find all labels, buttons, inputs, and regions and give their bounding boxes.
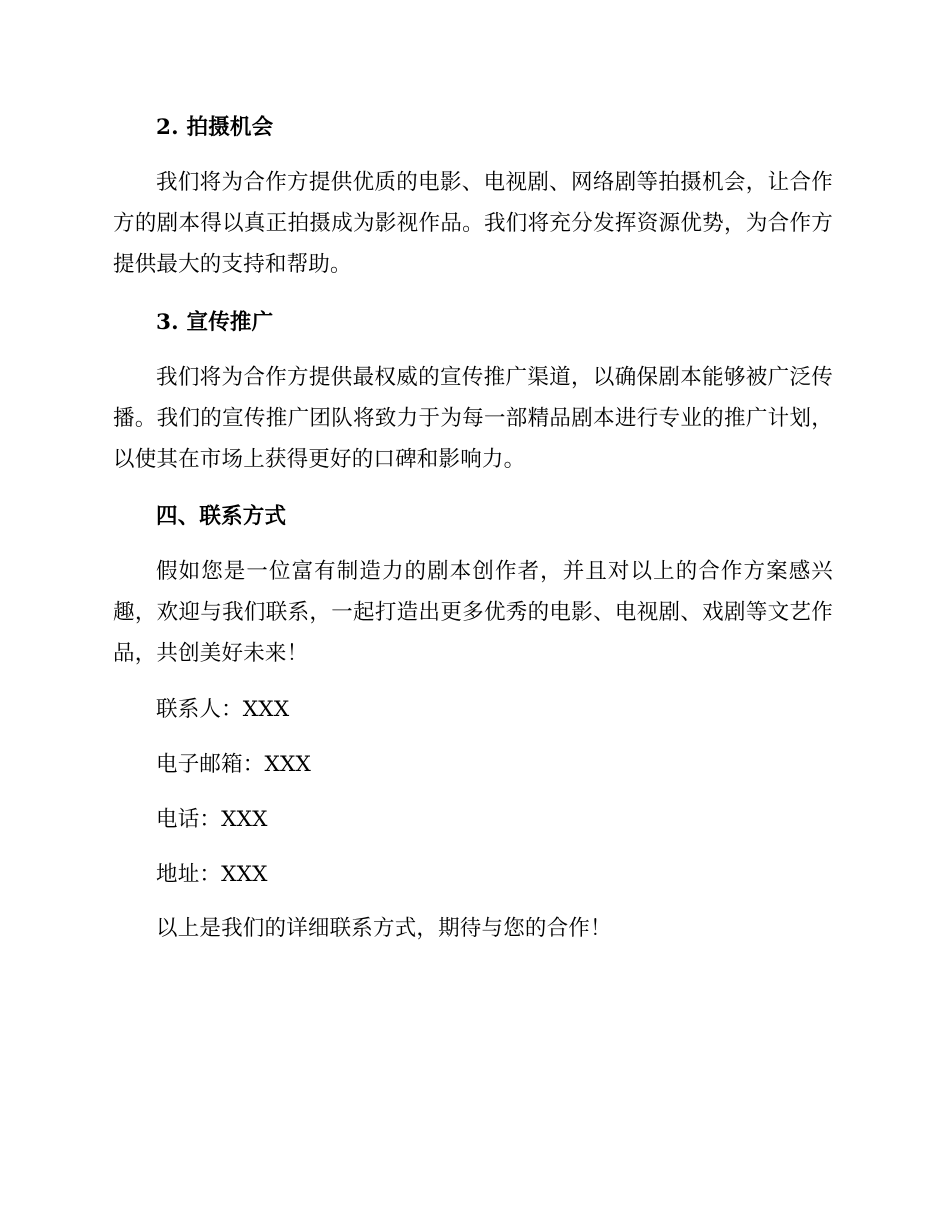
paragraph-filming: 我们将为合作方提供优质的电影、电视剧、网络剧等拍摄机会，让合作方的剧本得以真正拍摄成为影视作品。我们将充分发挥资源优势，为合作方提供最大的支持和帮助。 (113, 170, 833, 277)
paragraph-contact: 假如您是一位富有制造力的剧本创作者，并且对以上的合作方案感兴趣，欢迎与我们联系，一起打造出更多优秀的电影、电视剧、戏剧等文艺作品，共创美好未来！ (113, 559, 833, 666)
contact-person-line: 联系人：XXX (156, 697, 290, 722)
paragraph-promotion: 我们将为合作方提供最权威的宣传推广渠道，以确保剧本能够被广泛传播。我们的宣传推广团队将致力于为每一部精品剧本进行专业的推广计划，以使其在市场上获得更好的口碑和影响力。 (113, 365, 833, 472)
section-heading-contact: 四、联系方式 (156, 504, 287, 529)
section-heading-filming: 2. 拍摄机会 (156, 115, 274, 140)
section-heading-promotion: 3. 宣传推广 (156, 310, 274, 335)
phone-line: 电话：XXX (156, 807, 268, 832)
closing-line: 以上是我们的详细联系方式，期待与您的合作！ (156, 916, 612, 941)
email-line: 电子邮箱：XXX (156, 752, 312, 777)
address-line: 地址：XXX (156, 862, 268, 887)
